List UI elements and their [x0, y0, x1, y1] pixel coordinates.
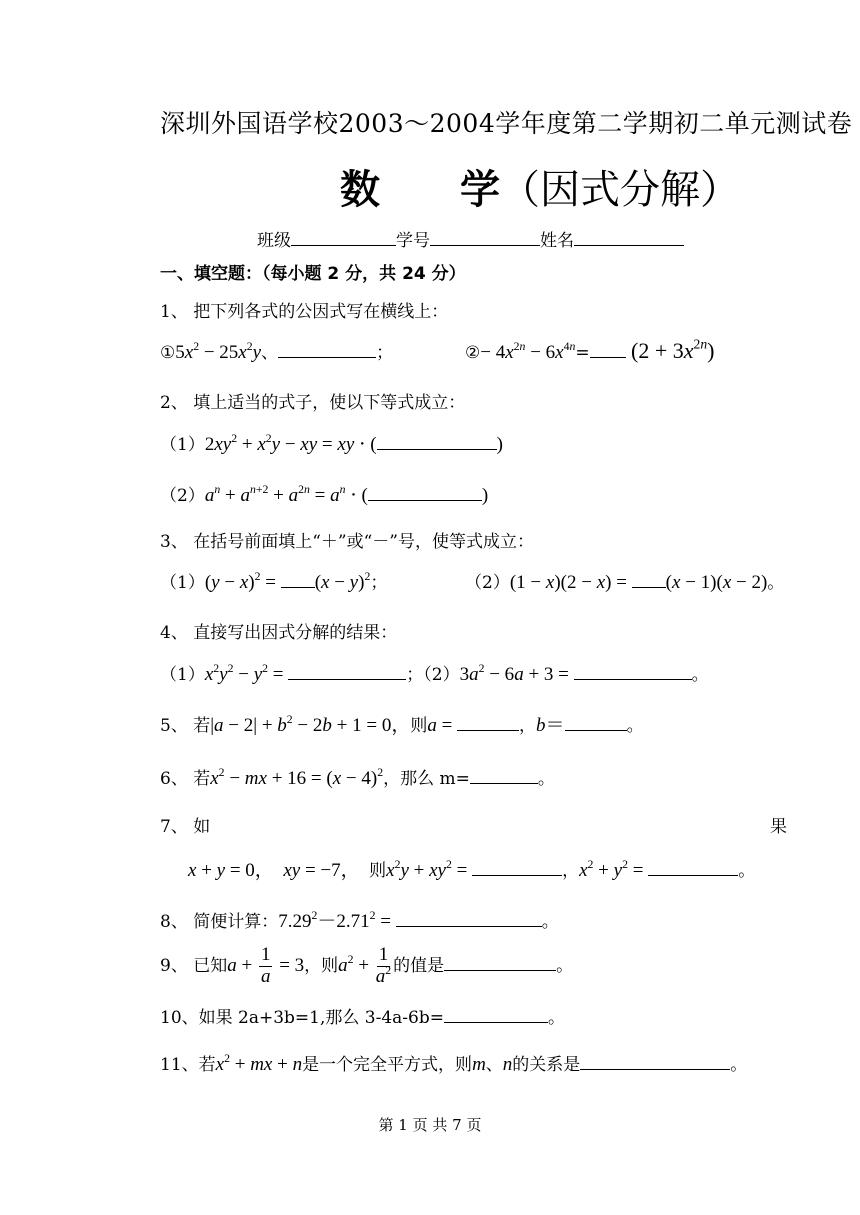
expression: a + $\frac{1}{a}$ = 3	[227, 944, 305, 987]
answer-blank[interactable]	[377, 431, 497, 450]
question-2: 2、 填上适当的式子，使以下等式成立：	[160, 393, 466, 413]
name-label: 姓名	[540, 231, 574, 251]
expression: $2xy^2 + x^2y$ − xy = xy ⋅ (	[204, 431, 377, 455]
answer-blank[interactable]	[288, 661, 406, 680]
question-9: 9、 已知a + $\frac{1}{a}$ = 3，则$a^2$ + $\frac{1}{a^2}$ 的值是 。	[160, 944, 574, 987]
answer-blank[interactable]	[396, 908, 542, 927]
question-7: 7、 如	[160, 817, 211, 837]
question-5: 5、 若$|a - 2| + b^2 - 2b + 1 = 0$，则a = ，b＝ 。	[160, 712, 644, 736]
question-4: 4、 直接写出因式分解的结果：	[160, 623, 398, 643]
class-label: 班级	[257, 231, 291, 251]
answer-blank[interactable]	[648, 857, 738, 876]
class-field[interactable]	[291, 227, 396, 246]
answer-blank[interactable]	[368, 482, 482, 501]
section-title: 一、填空题：（每小题 2 分，共 24 分）	[160, 264, 466, 284]
question-7-tail: 果	[770, 817, 787, 837]
expression: $5x^2 - 25x^2y$	[175, 339, 262, 363]
student-id-field[interactable]	[430, 227, 540, 246]
question-11: 11、若$x^2$ + mx + n是一个完全平方式，则m、n的关系是 。	[160, 1051, 748, 1075]
expression: $7.29^2-2.71^2$ =	[278, 908, 396, 932]
subject-title	[340, 158, 740, 215]
school-title: 深圳外国语学校2003～2004学年度第二学期初二单元测试卷	[160, 109, 853, 138]
question-10: 10、如果 2a+3b=1,那么 3-4a-6b= 。	[160, 1003, 565, 1028]
expression: $(y - x)^2$ =	[204, 569, 281, 593]
answer-blank[interactable]	[444, 1004, 548, 1023]
expression: $x^2$ − mx + $16 = (x - 4)^2$	[210, 765, 384, 789]
subject-char-1: 数	[340, 166, 380, 213]
answer-blank-a[interactable]	[457, 712, 519, 731]
expression: $x^2y^2 - y^2$ =	[204, 661, 289, 685]
expression: − $4x^{2n} - 6x^{4n}$	[480, 339, 576, 363]
expression: $a^n + a^{n+2} + a^{2n} = a^n$ ⋅ (	[204, 482, 368, 506]
answer-blank[interactable]	[444, 952, 556, 971]
answer-blank[interactable]	[472, 857, 562, 876]
answer-blank[interactable]	[632, 569, 666, 588]
question-1: 1、 把下列各式的公因式写在横线上：	[160, 302, 449, 322]
student-info-line	[257, 226, 684, 251]
answer-blank[interactable]	[470, 765, 538, 784]
question-7-body: x + y = 0， xy = −7， 则$x^2y + xy^2$ = ，$x^2 + y^2$ = 。	[188, 857, 756, 881]
expression: $(2 + 3x^{2n})$	[631, 336, 715, 363]
expression: x + y = 0， xy = −7，	[188, 860, 370, 881]
expression: (1 − x)(2 − x) =	[509, 572, 632, 593]
question-6: 6、 若$x^2$ − mx + $16 = (x - 4)^2$，那么 m= 。	[160, 765, 555, 789]
answer-blank[interactable]	[580, 1051, 730, 1070]
student-id-label: 学号	[396, 231, 430, 251]
question-1-part-2: ②− $4x^{2n} - 6x^{4n}= (2 + 3x^{2n})$	[465, 336, 715, 363]
page-footer: 第 1 页 共 7 页	[378, 1116, 482, 1134]
question-3: 3、 在括号前面填上“＋”或“－”号，使等式成立：	[160, 532, 534, 552]
answer-blank[interactable]	[281, 569, 315, 588]
subject-char-2: 学	[460, 166, 500, 213]
answer-blank[interactable]	[590, 339, 626, 358]
expression: $3a^2 - 6a + 3$ =	[459, 661, 574, 685]
question-3-part-1: $(1)(y - x)^2 = (x - y)^2$；	[160, 569, 388, 593]
question-8: 8、 简便计算：$7.29^2-2.71^2$ = 。	[160, 908, 559, 932]
answer-blank-b[interactable]	[565, 712, 627, 731]
answer-blank[interactable]	[574, 661, 692, 680]
question-2-part-1: $(1)2xy^2 + x^2y$ − xy = xy ⋅ ( )	[160, 431, 503, 455]
name-field[interactable]	[574, 227, 684, 246]
expression: $a^2$ + $\frac{1}{a^2}$	[338, 944, 392, 987]
subject-topic: （因式分解）	[500, 167, 740, 213]
expression: $x^2$ + mx + n	[215, 1051, 303, 1075]
question-1-part-1: $①5x^2 - 25x^2y$、 ；	[160, 339, 394, 363]
expression: $|a - 2| + b^2 - 2b + 1 = 0$，	[210, 712, 411, 736]
answer-blank[interactable]	[278, 339, 376, 358]
question-2-part-2: $(2)a^n + a^{n+2} + a^{2n} = a^n$ ⋅ ( )	[160, 482, 489, 506]
question-3-part-2: （2）(1 − x)(2 − x) = (x − 1)(x − 2)。	[465, 568, 784, 594]
question-4-parts: $(1)x^2y^2 - y^2$ = ；$(2)3a^2 - 6a + 3$ = 。	[160, 661, 709, 685]
